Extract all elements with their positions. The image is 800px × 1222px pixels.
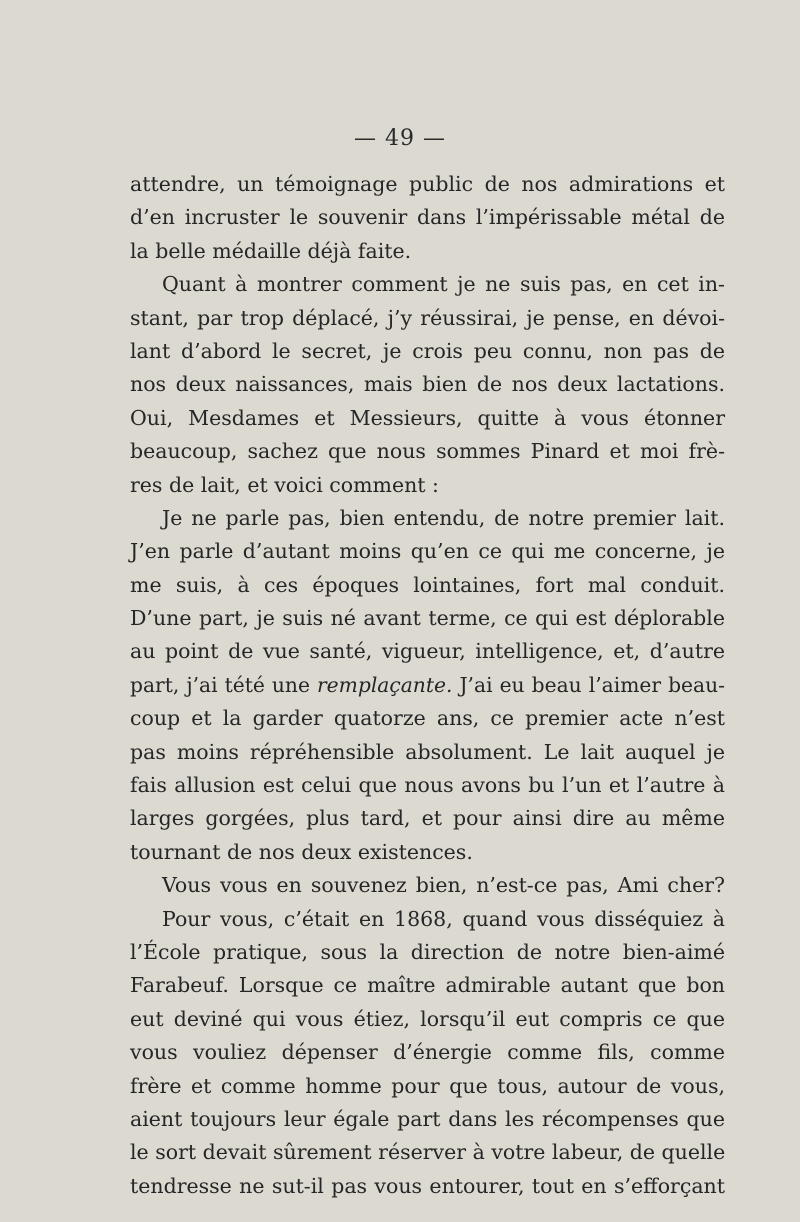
text-line: [130, 669, 725, 702]
text-line: frère et comme homme pour que tous, autour de vous,: [130, 1073, 725, 1098]
text-line: lant d’abord le secret, je crois peu connu, non pas de: [130, 338, 725, 363]
text-line: le sort devait sûrement réserver à votre labeur, de quelle: [130, 1140, 726, 1165]
text-segment: J’ai eu beau l’aimer beau-: [452, 672, 725, 697]
italic-word: remplaçante.: [317, 672, 453, 697]
text-line: tournant de nos deux existences.: [130, 839, 473, 864]
text-line: aient toujours leur égale part dans les récompenses que: [130, 1106, 725, 1131]
text-line: me suis, à ces époques lointaines, fort mal conduit.: [130, 572, 725, 597]
text-line: l’École pratique, sous la direction de notre bien-aimé: [130, 939, 725, 964]
text-line: Oui, Mesdames et Messieurs, quitte à vous étonner: [130, 405, 725, 430]
text-line: attendre, un témoignage public de nos admirations et: [130, 172, 725, 196]
text-line: eut deviné qui vous étiez, lorsqu’il eut compris ce que: [130, 1006, 725, 1031]
text-line: la belle médaille déjà faite.: [130, 238, 412, 263]
text-segment: part, j’ai tété une: [130, 672, 317, 697]
body-text: [130, 168, 725, 1203]
text-line: Pour vous, c’était en 1868, quand vous disséquiez à: [162, 906, 725, 931]
page-number: — 49 —: [354, 126, 446, 151]
text-line: coup et la garder quatorze ans, ce premier acte n’est: [130, 706, 725, 731]
text-line: Farabeuf. Lorsque ce maître admirable autant que bon: [130, 973, 725, 998]
text-line: D’une part, je suis né avant terme, ce qui est déplorable: [130, 606, 725, 631]
text-line: larges gorgées, plus tard, et pour ainsi dire au même: [130, 806, 725, 831]
text-line: beaucoup, sachez que nous sommes Pinard et moi frè-: [130, 439, 725, 464]
text-line: tendresse ne sut-il pas vous entourer, tout en s’efforçant: [130, 1173, 725, 1198]
text-line: d’en incruster le souvenir dans l’impérissable métal de: [130, 205, 725, 230]
text-line: pas moins répréhensible absolument. Le lait auquel je: [130, 739, 725, 764]
text-line: fais allusion est celui que nous avons bu l’un et l’autre à: [130, 773, 725, 798]
text-line: vous vouliez dépenser d’énergie comme fils, comme: [130, 1040, 725, 1065]
text-line: Vous vous en souvenez bien, n’est-ce pas, Ami cher?: [162, 873, 725, 898]
text-line: res de lait, et voici comment :: [130, 472, 439, 497]
text-line: nos deux naissances, mais bien de nos deux lactations.: [130, 372, 725, 397]
text-line: au point de vue santé, vigueur, intelligence, et, d’autre: [130, 639, 725, 664]
text-line: J’en parle d’autant moins qu’en ce qui me concerne, je: [130, 539, 725, 564]
text-line: stant, par trop déplacé, j’y réussirai, je pense, en dévoi-: [130, 305, 725, 330]
text-line: Je ne parle pas, bien entendu, de notre premier lait.: [162, 505, 725, 530]
text-line: Quant à montrer comment je ne suis pas, en cet in-: [162, 272, 725, 297]
